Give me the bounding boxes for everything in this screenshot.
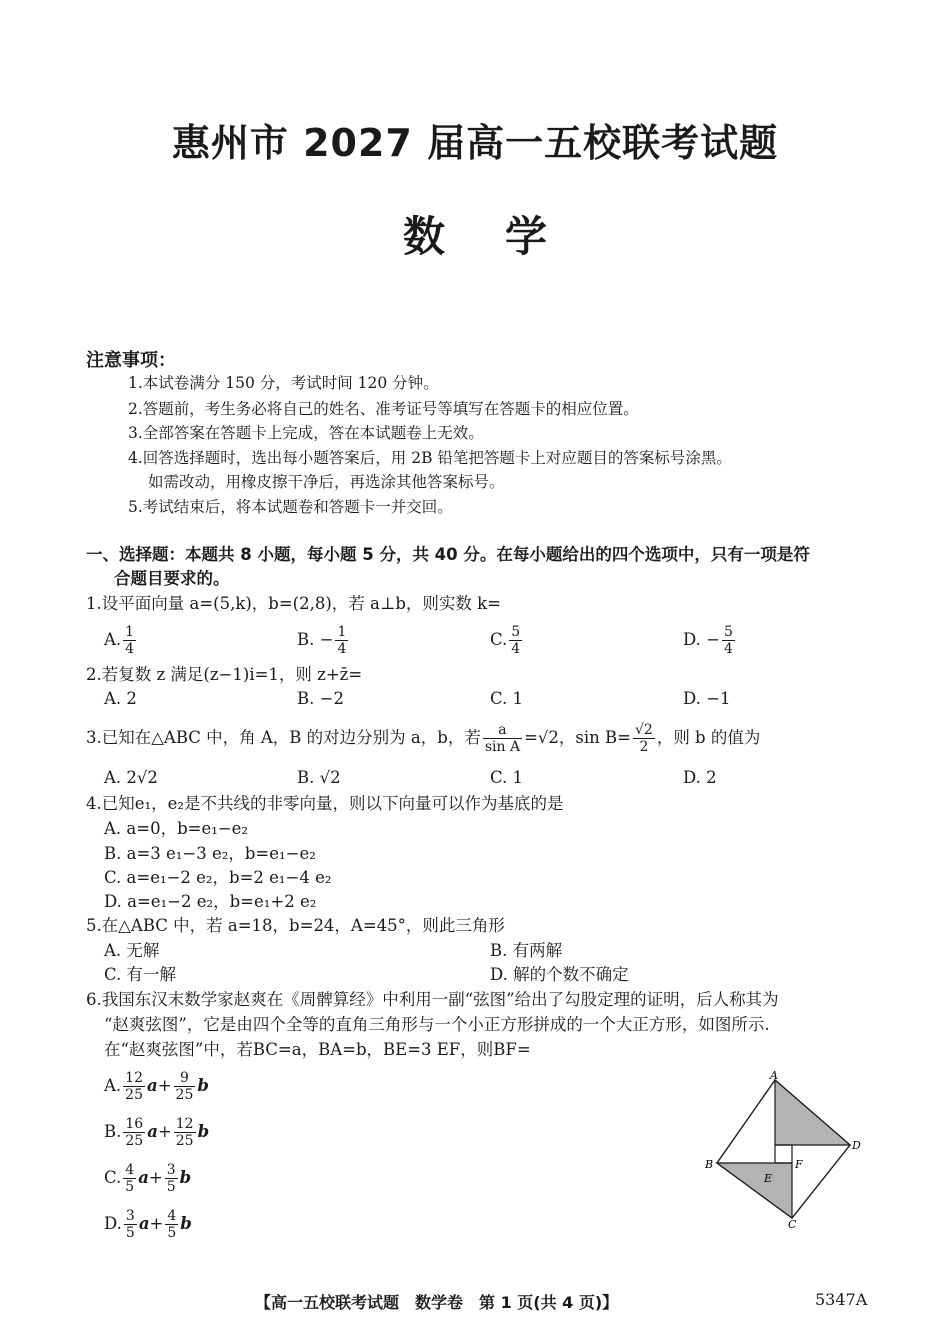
q6-option-b: B. $\frac{16}{25}$ a+ $\frac{12}{25}$ b — [104, 1116, 210, 1149]
shaded-triangle-bottom — [717, 1163, 792, 1218]
q3-option-d: D. 2 — [683, 768, 717, 787]
section-heading-line1: 一、选择题：本题共 8 小题，每小题 5 分，共 40 分。在每小题给出的四个选项中，只有一项是符 — [86, 545, 810, 564]
page-footer: 【高一五校联考试题 数学卷 第 1 页(共 4 页)】 — [255, 1293, 619, 1312]
exam-title: 惠州市 2027 届高一五校联考试题 — [171, 121, 779, 165]
q4-option-c: C. a=e₁−2 e₂，b=2 e₁−4 e₂ — [104, 868, 332, 887]
label-b: B — [705, 1158, 714, 1171]
label-f: F — [795, 1158, 803, 1171]
question-2-stem: 2.若复数 z 满足(z−1)i=1，则 z+z̄= — [86, 665, 363, 684]
q3-option-b: B. √2 — [297, 768, 341, 787]
q4-option-a: A. a=0，b=e₁−e₂ — [104, 819, 249, 838]
notice-item: 3.全部答案在答题卡上完成，答在本试题卷上无效。 — [128, 424, 484, 442]
question-4-stem: 4.已知e₁，e₂是不共线的非零向量，则以下向量可以作为基底的是 — [86, 794, 564, 813]
q5-option-d: D. 解的个数不确定 — [490, 965, 629, 984]
q5-option-a: A. 无解 — [104, 941, 160, 960]
question-6-line2: “赵爽弦图”，它是由四个全等的直角三角形与一个小正方形拼成的一个大正方形，如图所示. — [104, 1015, 770, 1034]
notice-item: 5.考试结束后，将本试题卷和答题卡一并交回。 — [128, 498, 453, 516]
label-a: A — [770, 1070, 778, 1082]
q4-option-d: D. a=e₁−2 e₂，b=e₁+2 e₂ — [104, 892, 317, 911]
question-1-stem: 1.设平面向量 a=(5,k)，b=(2,8)，若 a⊥b，则实数 k= — [86, 594, 501, 613]
q3-option-c: C. 1 — [490, 768, 524, 787]
q6-option-d: D. $\frac{3}{5}$ a+ $\frac{4}{5}$ b — [104, 1208, 192, 1241]
notice-heading: 注意事项： — [86, 350, 176, 371]
q6-option-a: A. $\frac{12}{25}$ a+ $\frac{9}{25}$ b — [104, 1070, 209, 1103]
label-e: E — [764, 1172, 773, 1185]
notice-item: 2.答题前，考生务必将自己的姓名、准考证号等填写在答题卡的相应位置。 — [128, 400, 639, 418]
question-5-stem: 5.在△ABC 中，若 a=18，b=24，A=45°，则此三角形 — [86, 916, 505, 935]
question-6-line1: 6.我国东汉末数学家赵爽在《周髀算经》中利用一副“弦图”给出了勾股定理的证明，后人称其为 — [86, 990, 779, 1009]
q2-option-a: A. 2 — [104, 689, 137, 708]
label-d: D — [852, 1139, 861, 1152]
paper-code: 5347A — [815, 1290, 868, 1309]
subject-title: 数学 — [402, 212, 607, 261]
notice-item: 4.回答选择题时，选出每小题答案后，用 2B 铅笔把答题卡上对应题目的答案标号涂黑。 — [128, 449, 732, 467]
question-6-line3: 在“赵爽弦图”中，若BC=a，BA=b，BE=3 EF，则BF= — [104, 1040, 531, 1059]
question-3-stem: 3.已知在△ABC 中，角 A，B 的对边分别为 a，b，若 $\frac{a}{\text{sin A}}$ =√2，sin B= $\frac{√2}{2}$ ，则 b 的值为 — [86, 722, 761, 755]
zhao-shuang-diagram — [700, 1070, 870, 1230]
q1-option-d: D. − $\frac{5}{4}$ — [683, 624, 733, 657]
label-c: C — [788, 1218, 797, 1230]
q5-option-c: C. 有一解 — [104, 965, 177, 984]
q1-option-c: C. $\frac{5}{4}$ — [490, 624, 521, 657]
notice-item: 如需改动，用橡皮擦干净后，再选涂其他答案标号。 — [148, 473, 505, 491]
q2-option-d: D. −1 — [683, 689, 731, 708]
q3-option-a: A. 2√2 — [104, 768, 158, 787]
shaded-triangle-top — [775, 1080, 850, 1145]
q1-option-b: B. − $\frac{1}{4}$ — [297, 624, 347, 657]
q2-option-c: C. 1 — [490, 689, 524, 708]
q4-option-b: B. a=3 e₁−3 e₂，b=e₁−e₂ — [104, 844, 316, 863]
q6-option-c: C. $\frac{4}{5}$ a+ $\frac{3}{5}$ b — [104, 1162, 192, 1195]
q2-option-b: B. −2 — [297, 689, 344, 708]
q5-option-b: B. 有两解 — [490, 941, 563, 960]
section-heading-line2: 合题目要求的。 — [114, 569, 230, 588]
section-heading — [86, 543, 876, 591]
q1-option-a: A. $\frac{1}{4}$ — [104, 624, 135, 657]
notice-item: 1.本试卷满分 150 分，考试时间 120 分钟。 — [128, 374, 439, 392]
